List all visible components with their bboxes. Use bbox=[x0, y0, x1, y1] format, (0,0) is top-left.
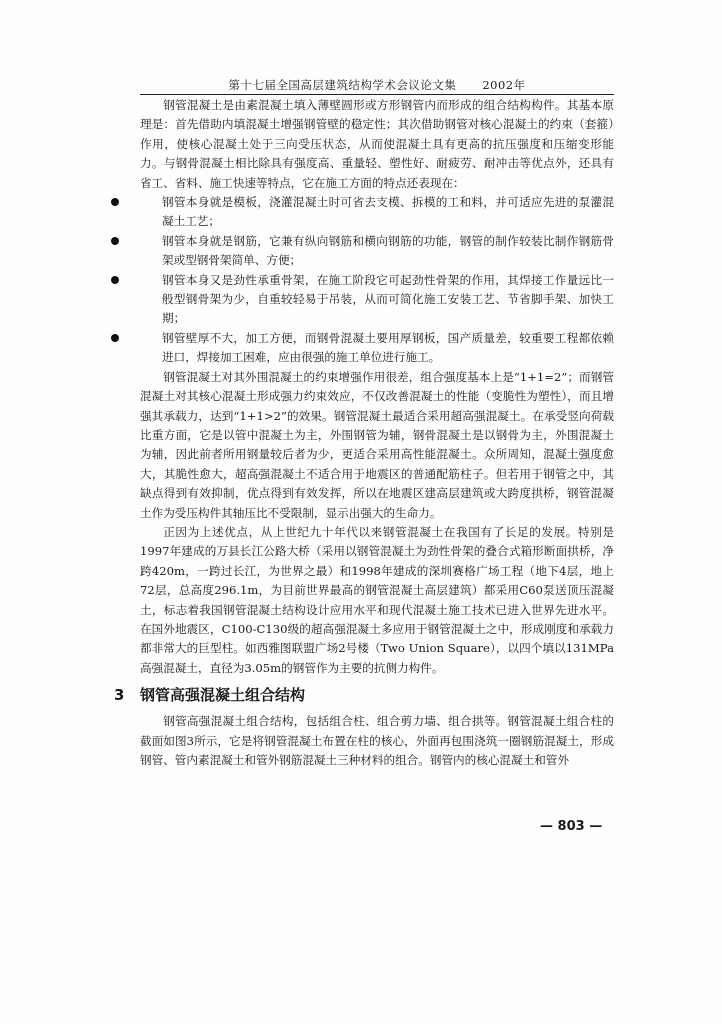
bullet-text: 钢管本身就是模板，浇灌混凝土时可省去支模、拆模的工和料，并可适应先进的泵灌混凝土工艺； bbox=[162, 195, 614, 229]
bullet-icon bbox=[111, 276, 119, 284]
bullet-text: 钢管本身又是劲性承重骨架，在施工阶段它可起劲性骨架的作用，其焊接工作量远比一般型钢骨架为少，自重较轻易于吊装，从而可简化施工安装工艺、节省脚手架、加快工期； bbox=[162, 272, 614, 326]
journal-year: 2002年 bbox=[482, 78, 526, 92]
bullet-text: 钢管壁厚不大，加工方便，而钢骨混凝土要用厚钢板，国产质量差，较重要工程都依赖进口，焊接加工困难，应由很强的施工单位进行施工。 bbox=[162, 330, 614, 365]
body-text bbox=[114, 96, 614, 770]
paragraph-confinement: 钢管混凝土对其外围混凝土的约束增强作用很差，组合强度基本上是“1+1=2”；而钢管混凝土对其核心混凝土形成强力约束效应，不仅改善混凝土的性能（变脆性为塑性），而且增强其承载力，达到“1+1>2”的效果。钢管混凝土最适合采用超高强混凝土。在承受竖向荷载比重方面，它是以管中混凝土为主，外围钢管为辅，钢骨混凝土是以钢骨为主，外围混凝土为辅，因此前者所用钢量较后者为少，更适合采用高性能混凝土。众所周知，混凝土强度愈大，其脆性愈大，超高强混凝土不适合用于地震区的普通配筋柱子。但若用于钢管之中，其缺点得到有效抑制，优点得到有效发挥，所以在地震区建高层建筑或大跨度拱桥，钢管混凝土作为受压构件其轴压比不受限制，显示出强大的生命力。 bbox=[140, 369, 614, 520]
bullet-item bbox=[140, 271, 614, 329]
bullet-icon bbox=[111, 334, 119, 342]
bullet-item bbox=[140, 193, 614, 232]
bullet-icon bbox=[111, 198, 119, 206]
bullet-item bbox=[140, 329, 614, 368]
paragraph-development: 正因为上述优点，从上世纪九十年代以来钢管混凝土在我国有了长足的发展。特别是1997年建成的万县长江公路大桥（采用以钢管混凝土为劲性骨架的叠合式箱形断面拱桥，净跨420m，一跨过长江，为世界之最）和1998年建成的深圳赛格广场工程（地下4层，地上72层，总高度296.1m，为目前世界最高的钢管混凝土高层建筑）都采用C60泵送顶压混凝土，标志着我国钢管混凝土结构设计应用水平和现代混凝土施工技术已进入世界先进水平。在国外地震区，C100-C130级的超高强混凝土多应用于钢管混凝土之中，形成刚度和承载力都非常大的巨型柱。如西雅图联盟广场2号楼（Two Union Square），以四个填以131MPa高强混凝土，直径为3.05m的钢管作为主要的抗侧力构件。 bbox=[140, 524, 614, 675]
section-title: 钢管高强混凝土组合结构 bbox=[140, 686, 306, 705]
section-heading bbox=[114, 684, 614, 706]
running-header bbox=[140, 78, 614, 95]
bullet-icon bbox=[111, 237, 119, 245]
bullet-text: 钢管本身就是钢筋，它兼有纵向钢筋和横向钢筋的功能，钢管的制作较装比制作钢筋骨架或型钢骨架简单、方便； bbox=[162, 233, 614, 268]
journal-title: 第十七届全国高层建筑结构学术会议论文集 bbox=[228, 78, 457, 92]
bullet-item bbox=[140, 232, 614, 271]
page-number: — 803 — bbox=[540, 819, 603, 834]
paragraph-section3: 钢管高强混凝土组合结构，包括组合柱、组合剪力墙、组合拱等。钢管混凝土组合柱的截面如图3所示，它是将钢管混凝土布置在柱的核心，外面再包围浇筑一圈钢筋混凝土，形成钢管、管内素混凝土和管外钢筋混凝土三种材料的组合。钢管内的核心混凝土和管外 bbox=[140, 714, 614, 767]
paragraph-intro: 钢管混凝土是由素混凝土填入薄壁圆形或方形钢管内而形成的组合结构构件。其基本原理是：首先借助内填混凝土增强钢管壁的稳定性；其次借助钢管对核心混凝土的约束（套箍）作用，使核心混凝土处于三向受压状态，从而使混凝土具有更高的抗压强度和压缩变形能力。与钢骨混凝土相比除具有强度高、重量轻、塑性好、耐疲劳、耐冲击等优点外，还具有省工、省料、施工快速等特点，它在施工方面的特点还表现在： bbox=[140, 98, 614, 190]
section-number: 3 bbox=[114, 686, 125, 705]
